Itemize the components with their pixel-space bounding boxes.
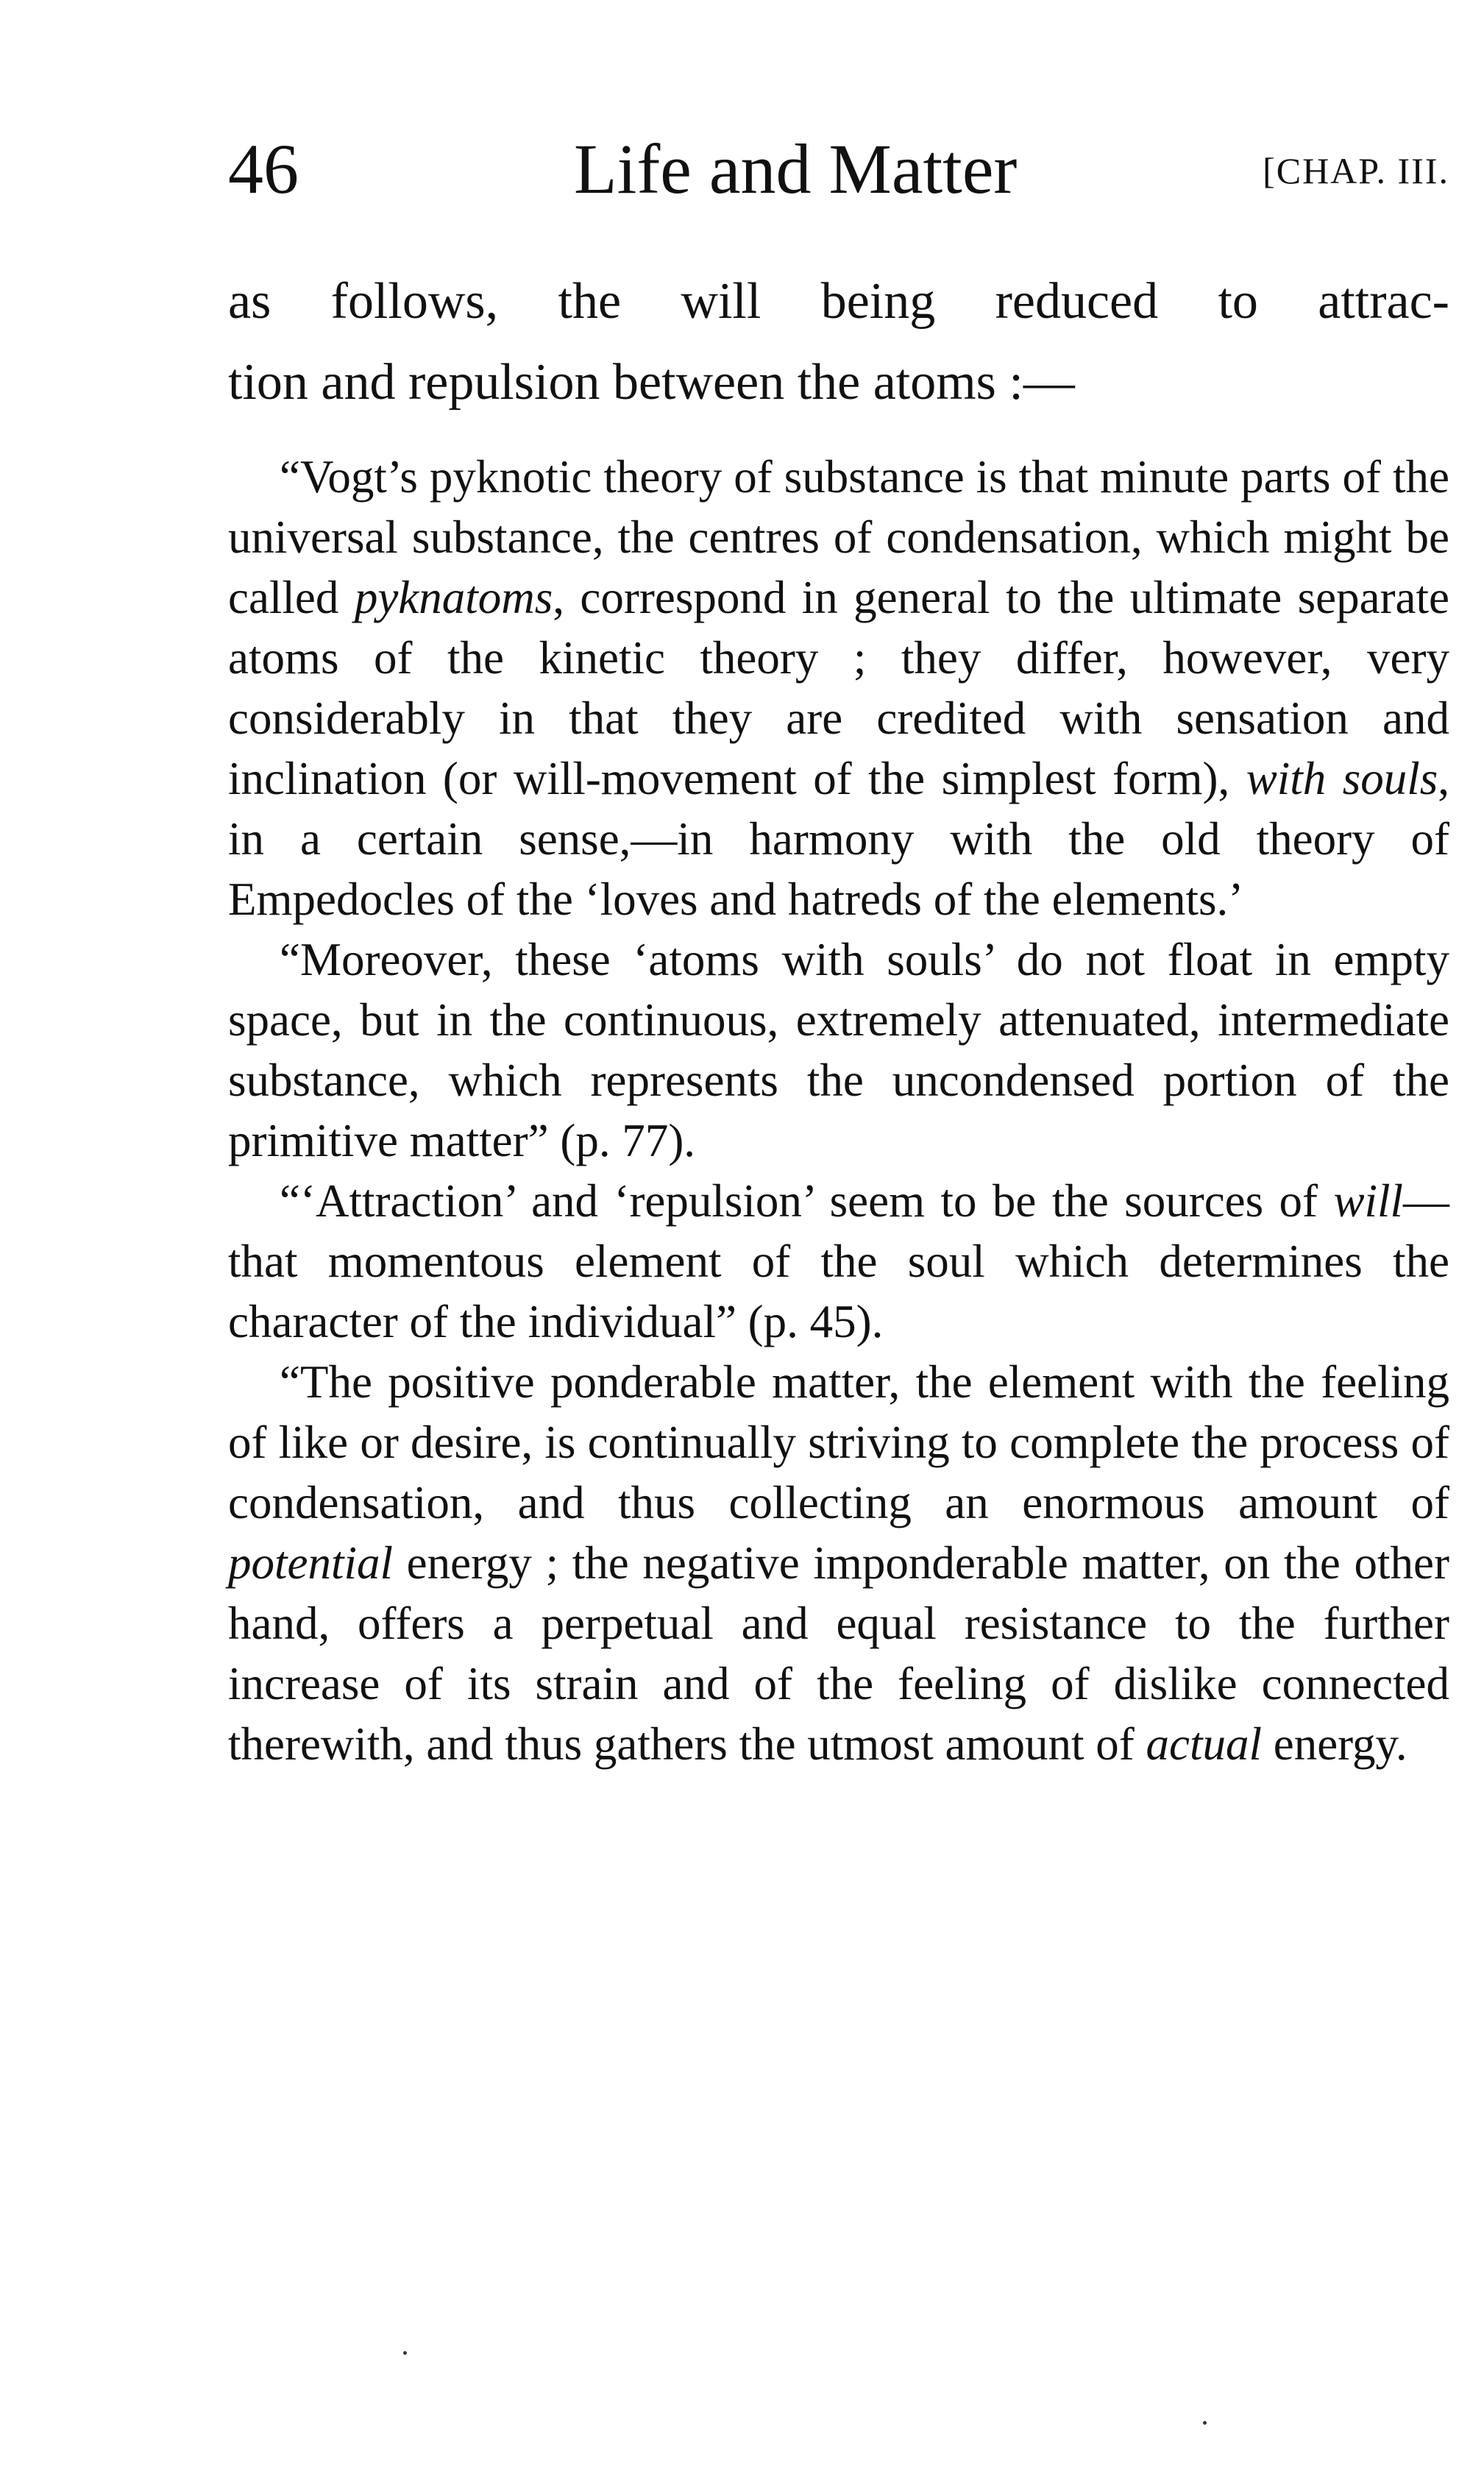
intro-line: tion and repulsion between the atoms :— xyxy=(228,354,1075,411)
page-header xyxy=(228,125,1449,213)
quote-text: “Vogt’s pyknotic theory of substance is that minute parts of the universal substance, the centres of condensation, which might be called xyxy=(228,451,1449,623)
quote-paragraph-moreover: “Moreover, these ‘atoms with souls’ do not float in empty space, but in the continuous, extremely attenuated, intermediate substance, which represents the uncondensed portion of the primitive matter” (p. 77). xyxy=(228,934,1449,1166)
italic-term: potential xyxy=(228,1537,393,1589)
quote-text: , in a certain sense,—in harmony with the old theory of Empedocles of the ‘loves and hatreds of the elements.’ xyxy=(228,753,1449,925)
italic-term: actual xyxy=(1146,1718,1262,1770)
quote-text: , correspond in general to the ultimate separate atoms of the kinetic theory ; they differ, however, very considerably in that they are credited with sensation and inclination (or will-movement of the simplest form), xyxy=(228,572,1449,804)
paper-speck xyxy=(403,2351,407,2355)
quote-text: —that momentous element of the soul which determines the character of the individual” (p. 45). xyxy=(228,1175,1449,1347)
page-number: 46 xyxy=(228,130,299,208)
quotation-block xyxy=(228,447,1449,1774)
quote-text: “‘Attraction’ and ‘repulsion’ seem to be the sources of xyxy=(280,1175,1334,1227)
intro-line: as follows, the will being reduced to attrac- xyxy=(228,273,1449,330)
italic-term: with souls xyxy=(1246,753,1438,804)
italic-term: will xyxy=(1333,1175,1403,1227)
intro-paragraph xyxy=(228,261,1449,423)
quote-text: energy ; the negative imponderable matter, on the other hand, offers a perpetual and equal resistance to the further increase of its strain and of the feeling of dislike connected therewith, and thus gathers the utmost amount of xyxy=(228,1537,1449,1770)
running-title: Life and Matter xyxy=(574,130,1018,208)
quote-paragraph-attraction xyxy=(228,1171,1449,1352)
quote-paragraph-positive-matter xyxy=(228,1352,1449,1774)
quote-paragraph-vogt xyxy=(228,447,1449,929)
body-text xyxy=(228,261,1449,1774)
italic-term: pyknatoms xyxy=(354,572,553,623)
quote-text: energy. xyxy=(1262,1718,1407,1770)
paper-speck xyxy=(1203,2421,1207,2425)
chapter-reference: [CHAP. III. xyxy=(1263,150,1449,191)
quote-text: “The positive ponderable matter, the element with the feeling of like or desire, is continually striving to complete the process of condensation, and thus collecting an enormous amount of xyxy=(228,1356,1449,1528)
